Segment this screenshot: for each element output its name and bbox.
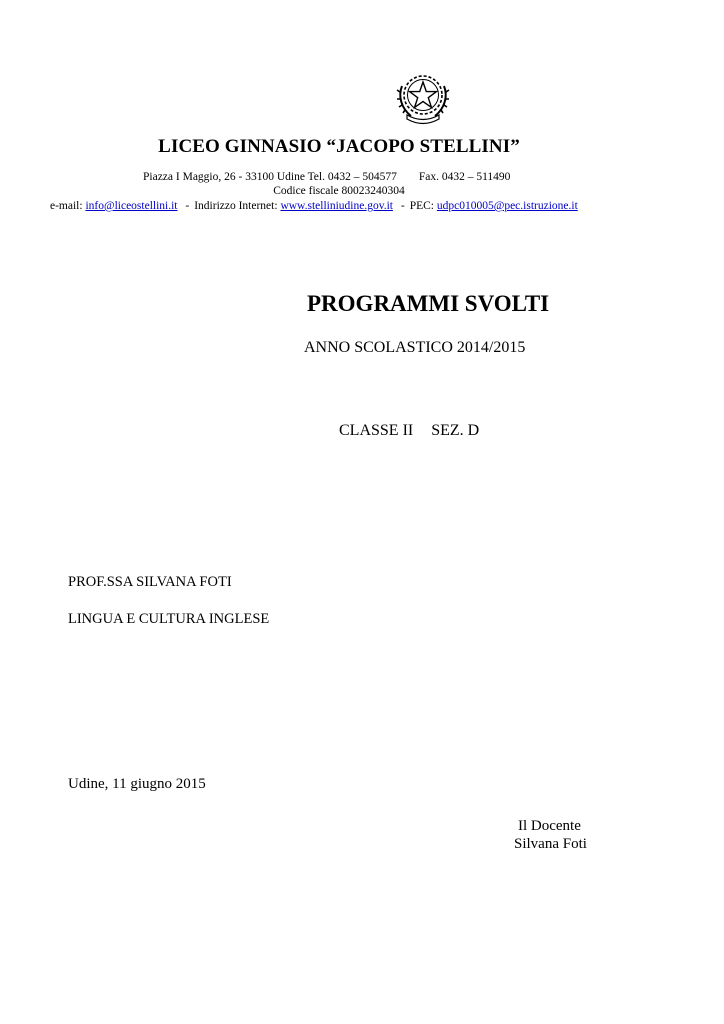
class-label: CLASSE II: [339, 422, 414, 439]
school-name: LICEO GINNASIO “JACOPO STELLINI”: [158, 136, 520, 157]
website-label: Indirizzo Internet:: [194, 200, 278, 212]
italian-republic-emblem-icon: [393, 68, 453, 128]
teacher-name: PROF.SSA SILVANA FOTI: [68, 574, 232, 590]
pec-link[interactable]: udpc010005@pec.istruzione.it: [436, 200, 578, 212]
school-address: Piazza I Maggio, 26 - 33100 Udine Tel. 0432 – 504577: [143, 171, 397, 183]
place-date: Udine, 11 giugno 2015: [68, 776, 206, 792]
separator: -: [400, 200, 405, 212]
school-address-line: [143, 171, 510, 183]
contact-line: [50, 200, 578, 212]
school-fax: Fax. 0432 – 511490: [418, 171, 511, 183]
signature-name: Silvana Foti: [514, 836, 587, 852]
emblem: [393, 68, 453, 128]
pec-label: PEC:: [409, 200, 434, 212]
email-link[interactable]: info@liceostellini.it: [85, 200, 178, 212]
subject-name: LINGUA E CULTURA INGLESE: [68, 611, 270, 627]
page-title: PROGRAMMI SVOLTI: [307, 291, 550, 316]
email-label: e-mail:: [50, 200, 83, 212]
school-year: ANNO SCOLASTICO 2014/2015: [304, 339, 526, 356]
fiscal-code: Codice fiscale 80023240304: [273, 185, 405, 197]
section-label: SEZ. D: [431, 422, 480, 439]
class-section: [339, 422, 479, 440]
separator: -: [185, 200, 190, 212]
signature-label: Il Docente: [518, 818, 581, 834]
website-link[interactable]: www.stelliniudine.gov.it: [280, 200, 393, 212]
